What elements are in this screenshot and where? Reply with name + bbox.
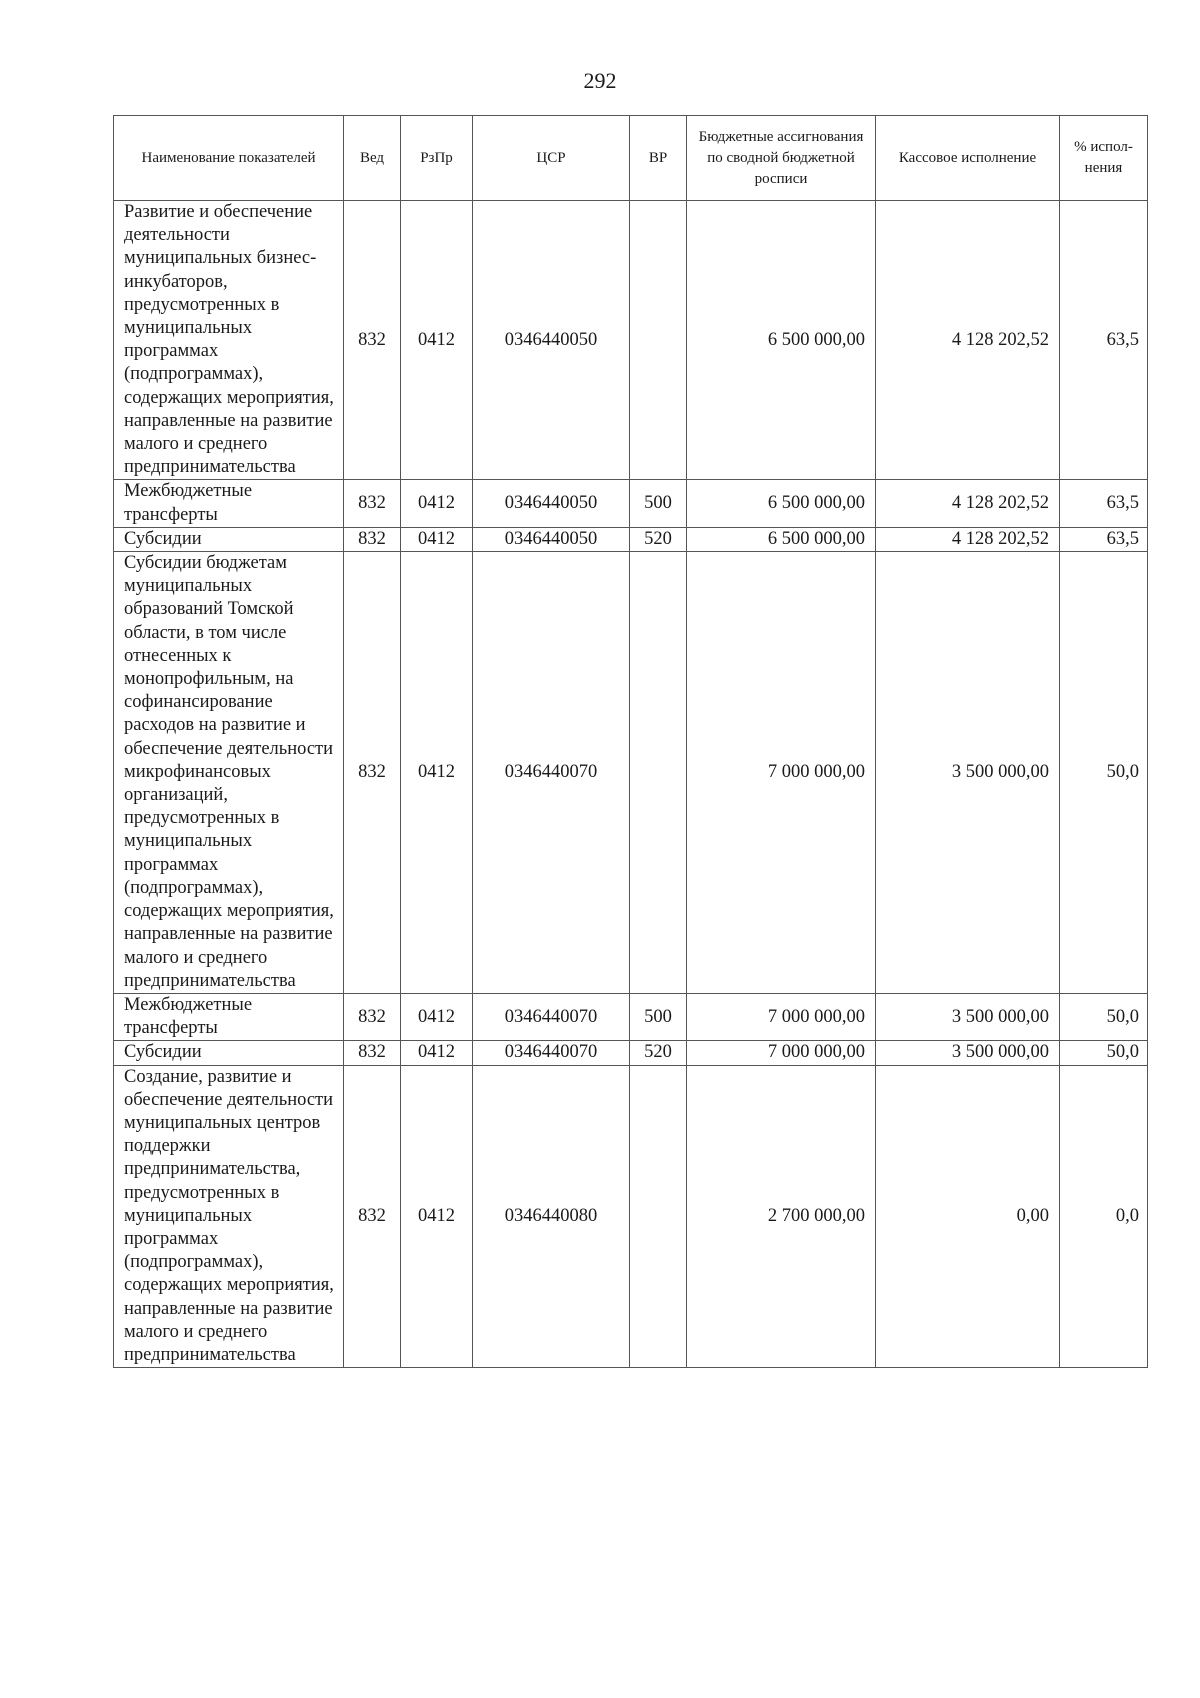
row-pct: 0,0 [1060,1065,1148,1368]
row-name: Субсидии бюджетам муниципальных образований Томской области, в том числе отнесенных к монопрофильным, на софинансирование расходов на развитие и обеспечение деятельности микрофинансовых организаций, предусмотренных в муниципальных программах (подпрограммах), содержащих мероприятия, направленные на развитие малого и среднего предпринимательства [114,552,344,994]
table-row [114,1065,1148,1368]
table-row [114,1041,1148,1065]
page-number: 292 [583,68,617,93]
row-pct: 63,5 [1060,201,1148,480]
header-pct: % испол-нения [1060,116,1148,201]
row-ved: 832 [344,480,401,527]
row-ved: 832 [344,993,401,1040]
row-vr: 520 [630,1041,687,1065]
row-vr [630,552,687,994]
row-cash: 3 500 000,00 [876,552,1060,994]
row-pct: 63,5 [1060,527,1148,551]
row-rzpr: 0412 [401,480,473,527]
row-vr: 500 [630,993,687,1040]
row-csr: 0346440070 [473,1041,630,1065]
header-assignments: Бюджетные ассигнования по сводной бюджетной росписи [687,116,876,201]
table-row [114,480,1148,527]
row-rzpr: 0412 [401,201,473,480]
table-row [114,993,1148,1040]
table-row [114,201,1148,480]
row-assignments: 6 500 000,00 [687,527,876,551]
row-cash: 4 128 202,52 [876,480,1060,527]
table-row [114,552,1148,994]
row-assignments: 2 700 000,00 [687,1065,876,1368]
row-assignments: 7 000 000,00 [687,552,876,994]
row-cash: 4 128 202,52 [876,201,1060,480]
header-vr: ВР [630,116,687,201]
row-rzpr: 0412 [401,1041,473,1065]
row-assignments: 6 500 000,00 [687,480,876,527]
row-name: Создание, развитие и обеспечение деятельности муниципальных центров поддержки предпринимательства, предусмотренных в муниципальных программах (подпрограммах), содержащих мероприятия, направленные на развитие малого и среднего предпринимательства [114,1065,344,1368]
row-name: Межбюджетные трансферты [114,480,344,527]
row-csr: 0346440050 [473,201,630,480]
row-ved: 832 [344,552,401,994]
row-vr: 500 [630,480,687,527]
row-vr [630,201,687,480]
row-name: Межбюджетные трансферты [114,993,344,1040]
row-csr: 0346440050 [473,527,630,551]
row-ved: 832 [344,1041,401,1065]
row-ved: 832 [344,1065,401,1368]
row-pct: 50,0 [1060,1041,1148,1065]
row-pct: 50,0 [1060,552,1148,994]
row-name: Субсидии [114,527,344,551]
row-pct: 63,5 [1060,480,1148,527]
row-rzpr: 0412 [401,552,473,994]
header-cash: Кассовое исполнение [876,116,1060,201]
row-name: Субсидии [114,1041,344,1065]
row-csr: 0346440080 [473,1065,630,1368]
row-csr: 0346440070 [473,552,630,994]
row-pct: 50,0 [1060,993,1148,1040]
row-ved: 832 [344,201,401,480]
row-cash: 3 500 000,00 [876,1041,1060,1065]
budget-execution-table [113,115,1148,1368]
row-cash: 0,00 [876,1065,1060,1368]
row-vr [630,1065,687,1368]
header-ved: Вед [344,116,401,201]
row-assignments: 7 000 000,00 [687,993,876,1040]
row-assignments: 7 000 000,00 [687,1041,876,1065]
row-rzpr: 0412 [401,1065,473,1368]
row-name: Развитие и обеспечение деятельности муниципальных бизнес-инкубаторов, предусмотренных в муниципальных программах (подпрограммах), содержащих мероприятия, направленные на развитие малого и среднего предпринимательства [114,201,344,480]
row-cash: 3 500 000,00 [876,993,1060,1040]
row-csr: 0346440070 [473,993,630,1040]
row-rzpr: 0412 [401,993,473,1040]
table-row [114,527,1148,551]
row-vr: 520 [630,527,687,551]
row-ved: 832 [344,527,401,551]
header-name: Наименование показателей [114,116,344,201]
table-header-row [114,116,1148,201]
row-assignments: 6 500 000,00 [687,201,876,480]
row-rzpr: 0412 [401,527,473,551]
header-csr: ЦСР [473,116,630,201]
row-csr: 0346440050 [473,480,630,527]
header-rzpr: РзПр [401,116,473,201]
row-cash: 4 128 202,52 [876,527,1060,551]
